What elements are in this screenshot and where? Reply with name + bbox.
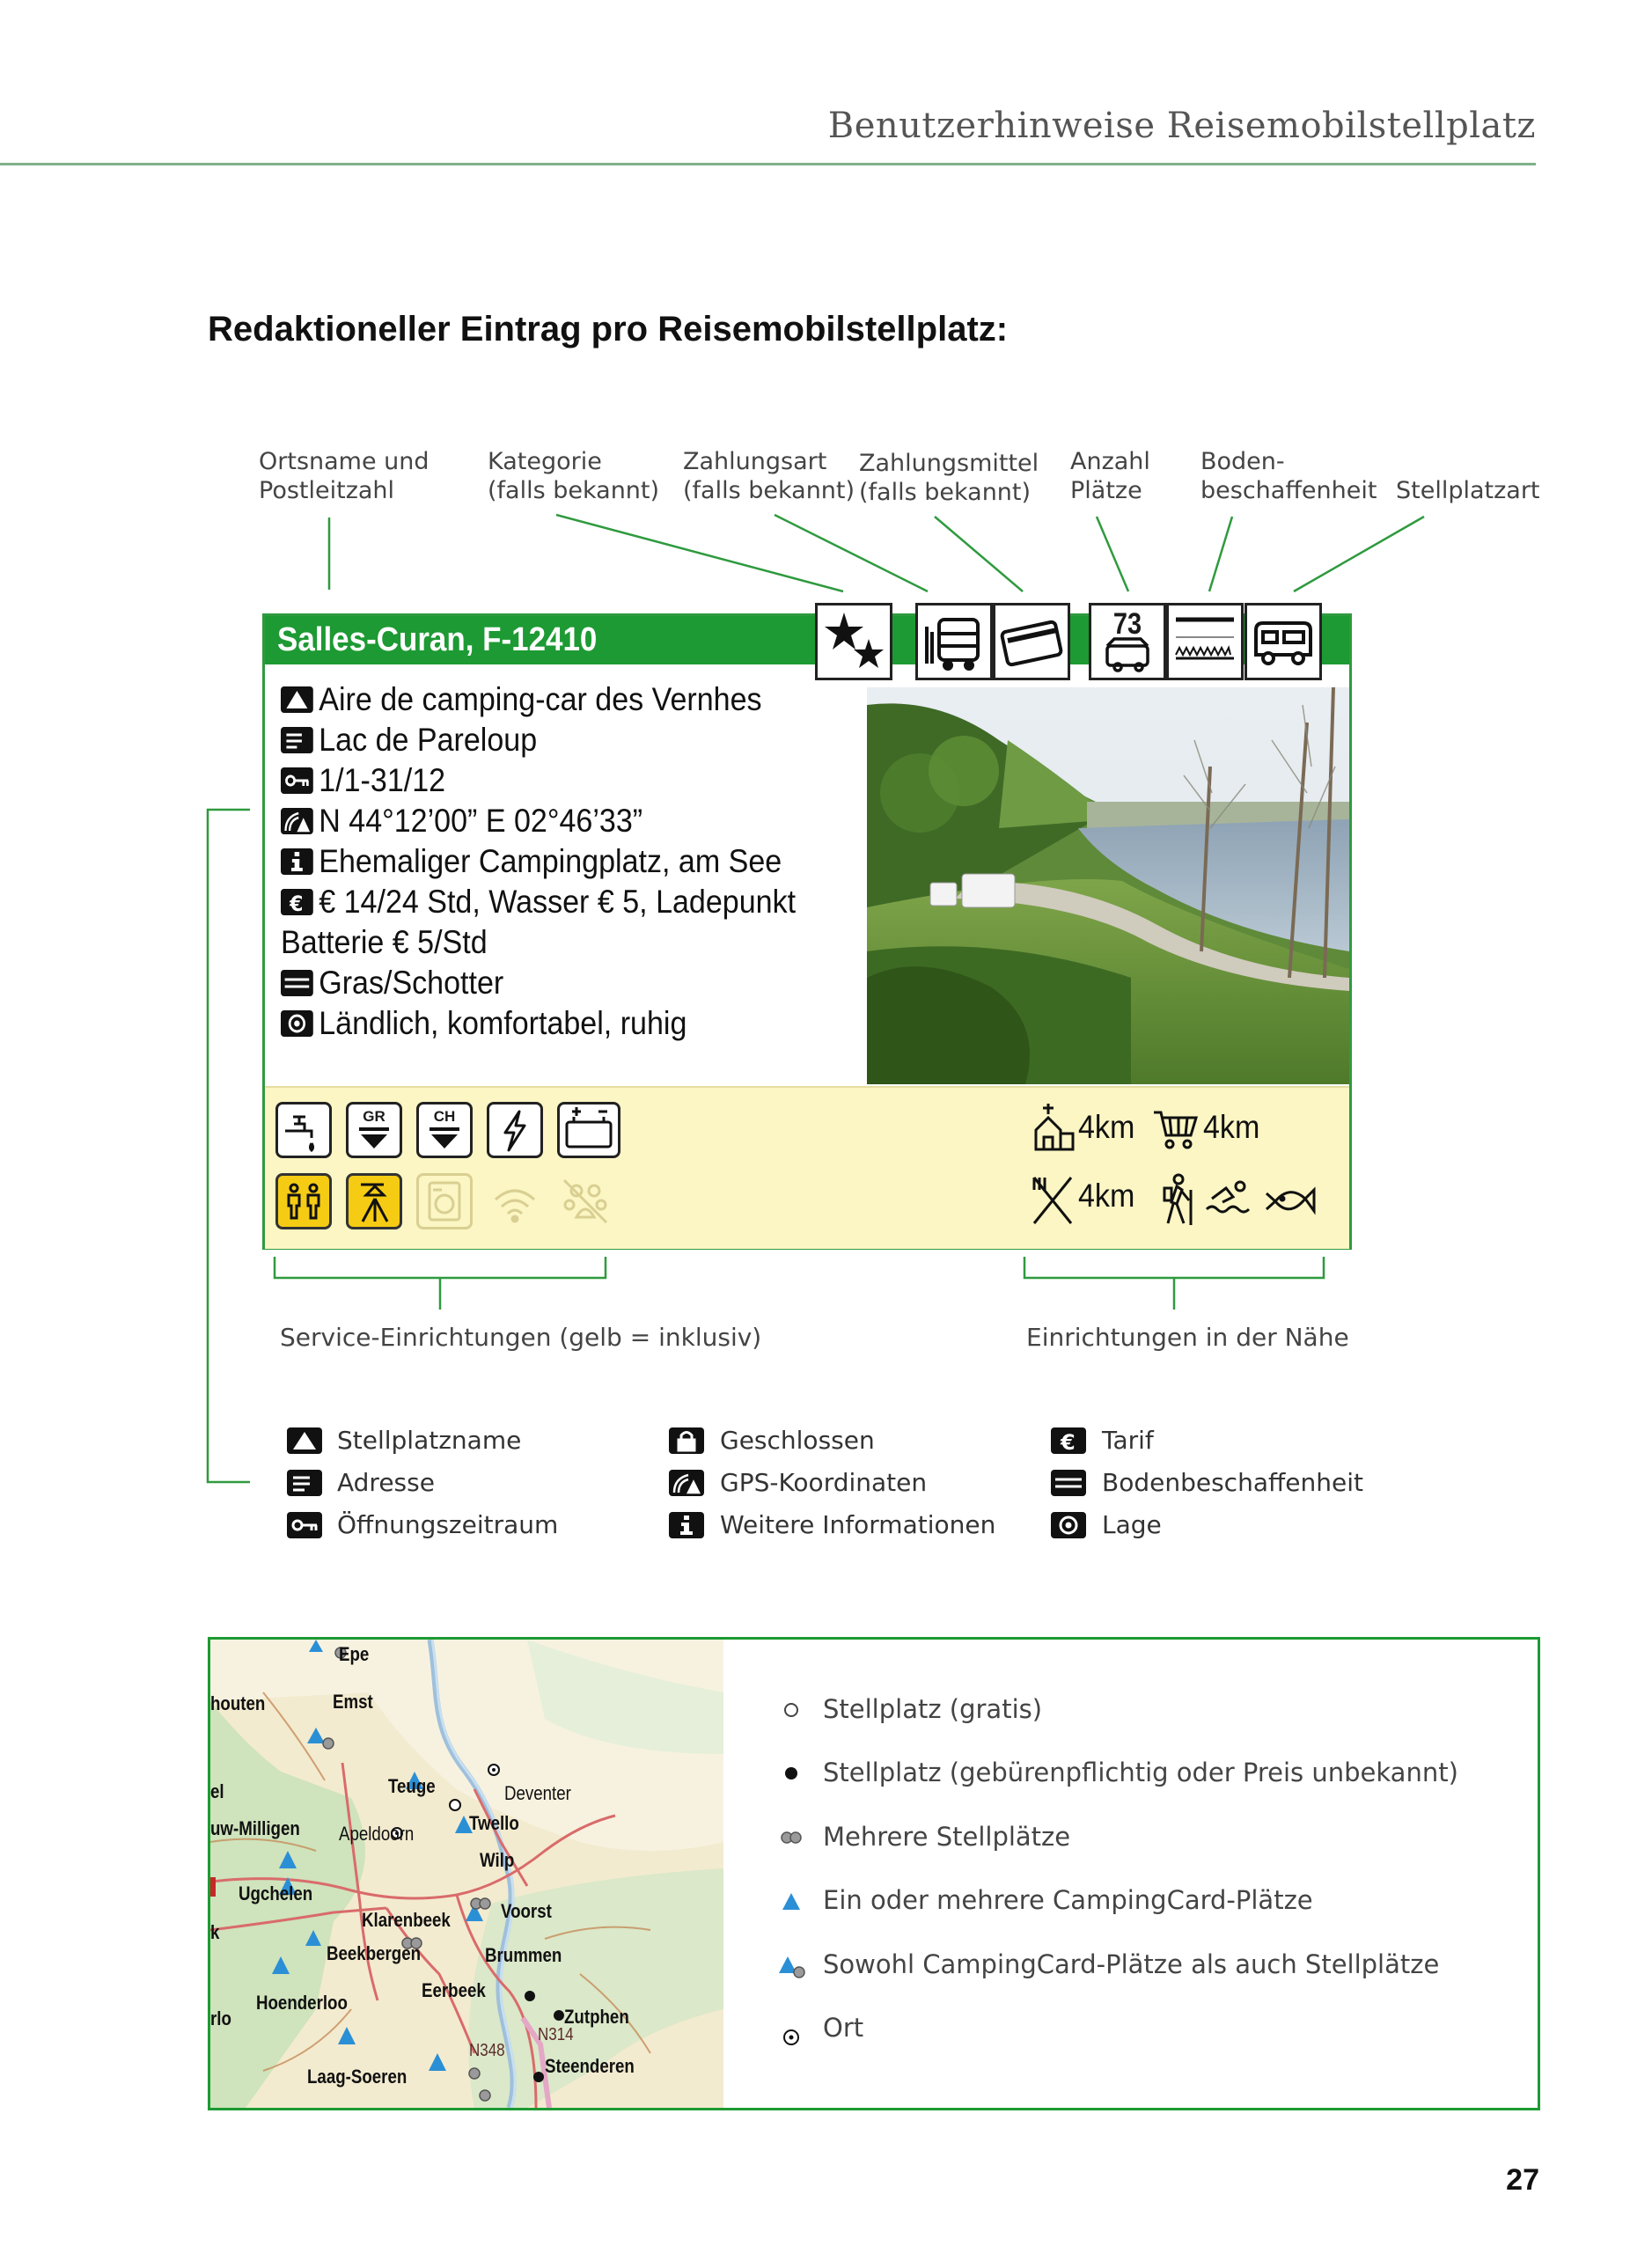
stars-icon xyxy=(815,603,892,680)
info-line-name xyxy=(281,681,762,718)
chemical-toilet-label: CH xyxy=(433,1108,456,1125)
map-symbol-label: Sowohl CampingCard-Plätze als auch Stellplätze xyxy=(823,1949,1440,1979)
info-line-opening xyxy=(281,762,445,799)
info-line-text: € 14/24 Std, Wasser € 5, Ladepunkt xyxy=(319,884,797,920)
svg-text:€: € xyxy=(290,892,304,915)
running-header: Benutzerhinweise Reisemobilstellplatz xyxy=(827,106,1536,146)
legend-label: Geschlossen xyxy=(720,1426,875,1455)
triangle-icon xyxy=(287,1427,322,1454)
info-line-text: Lac de Pareloup xyxy=(319,722,538,758)
chemical-toilet-icon xyxy=(416,1102,473,1158)
church-icon xyxy=(1031,1100,1078,1153)
grey-water-icon xyxy=(346,1102,402,1158)
entry-card xyxy=(262,607,1352,1250)
shop-distance: 4km xyxy=(1203,1109,1260,1145)
hiking-icon xyxy=(1157,1172,1196,1229)
lock-icon xyxy=(669,1427,704,1454)
wifi-icon xyxy=(487,1173,543,1229)
map-label: Steenderen xyxy=(545,2055,635,2077)
filled-circle-icon xyxy=(785,1767,797,1780)
map-label: Wilp xyxy=(480,1849,515,1871)
map-road-label: N314 xyxy=(538,2025,574,2044)
info-line-info xyxy=(281,843,782,880)
map-label: k xyxy=(210,1921,220,1943)
map-symbols xyxy=(774,1701,809,2053)
triangle-icon xyxy=(281,686,313,713)
legend-label: GPS-Koordinaten xyxy=(720,1468,928,1497)
page-number: 27 xyxy=(1506,2163,1539,2197)
toilets-icon xyxy=(275,1173,332,1229)
shower-icon xyxy=(346,1173,402,1229)
info-line-tariff-cont: Batterie € 5/Std xyxy=(281,924,488,960)
restaurant-distance: 4km xyxy=(1078,1178,1135,1214)
map-symbol-label: Ort xyxy=(823,2013,864,2043)
map-label: Eerbeek xyxy=(422,1979,486,2001)
gps-icon xyxy=(281,808,313,834)
svg-text:€: € xyxy=(1061,1430,1076,1454)
dot-circle-icon xyxy=(784,2030,798,2044)
swimming-icon xyxy=(1203,1176,1254,1223)
site-photo xyxy=(867,687,1349,1084)
annotation-zahlungsmittel: Zahlungsmittel (falls bekannt) xyxy=(859,450,1039,506)
legend-label: Adresse xyxy=(337,1468,435,1497)
annotation-ortsname: Ortsname und Postleitzahl xyxy=(259,448,430,504)
map-label: rlo xyxy=(210,2007,231,2029)
card-title: Salles-Curan, F-12410 xyxy=(277,621,598,658)
map-symbol-label: Mehrere Stellplätze xyxy=(823,1822,1071,1852)
triangle-circle-icon xyxy=(779,1956,804,1978)
euro-icon xyxy=(1051,1427,1086,1454)
places-count-icon xyxy=(1089,603,1166,680)
info-line-text: Gras/Schotter xyxy=(319,965,504,1001)
battery-icon xyxy=(557,1102,620,1158)
map-label: Brummen xyxy=(485,1944,562,1966)
annotation-stellplatzart: Stellplatzart xyxy=(1396,477,1540,504)
open-circle-icon xyxy=(785,1704,797,1716)
location-icon xyxy=(281,1010,313,1037)
double-circle-icon xyxy=(782,1832,801,1843)
info-line-address xyxy=(281,722,537,759)
map-label: Zutphen xyxy=(564,2006,629,2028)
info-line-tariff xyxy=(281,884,796,921)
service-caption: Service-Einrichtungen (gelb = inklusiv) xyxy=(280,1323,762,1352)
map-label: uw-Milligen xyxy=(210,1817,300,1839)
map-label: Voorst xyxy=(501,1900,552,1922)
annotation-anzahl: Anzahl Plätze xyxy=(1070,448,1150,504)
ground-type-icon xyxy=(1166,603,1244,680)
ground-icon xyxy=(1051,1470,1086,1496)
no-dogs-icon xyxy=(557,1173,613,1229)
water-tap-icon xyxy=(275,1102,332,1158)
legend-label: Öffnungszeitraum xyxy=(337,1510,559,1539)
map-symbol-label: Ein oder mehrere CampingCard-Plätze xyxy=(823,1885,1313,1915)
info-line-text: 1/1-31/12 xyxy=(319,762,446,798)
restaurant-icon xyxy=(1027,1172,1080,1229)
key-icon xyxy=(287,1512,322,1538)
map-label: Epe xyxy=(339,1643,370,1665)
blue-triangle-icon xyxy=(782,1893,800,1910)
map-excerpt xyxy=(210,1640,723,2108)
church-distance: 4km xyxy=(1078,1109,1135,1145)
map-label: Klarenbeek xyxy=(362,1909,451,1931)
motorhome-icon xyxy=(1245,603,1322,680)
info-line-text: Aire de camping-car des Vernhes xyxy=(319,681,762,717)
info-line-gps xyxy=(281,803,642,840)
info-icon xyxy=(669,1512,704,1538)
map-legend-box xyxy=(208,1637,1540,2110)
map-symbol-label: Stellplatz (gratis) xyxy=(823,1694,1043,1724)
info-line-ground xyxy=(281,965,503,1002)
legend-label: Weitere Informationen xyxy=(720,1510,996,1539)
grey-water-label: GR xyxy=(363,1108,385,1125)
location-icon xyxy=(1051,1512,1086,1538)
info-line-text: Ehemaliger Campingplatz, am See xyxy=(319,843,782,879)
info-line-text: N 44°12’00” E 02°46’33” xyxy=(319,803,643,839)
map-label: Teuge xyxy=(388,1775,436,1797)
washing-machine-icon xyxy=(416,1173,473,1229)
legend-label: Bodenbeschaffenheit xyxy=(1102,1468,1363,1497)
annotation-zahlungsart: Zahlungsart (falls bekannt) xyxy=(683,448,855,504)
places-count: 73 xyxy=(1112,607,1142,641)
map-label: Deventer xyxy=(504,1782,571,1804)
info-line-text: Ländlich, komfortabel, ruhig xyxy=(319,1005,687,1041)
annotation-boden: Boden- beschaffenheit xyxy=(1200,448,1377,504)
fishing-icon xyxy=(1263,1179,1318,1223)
map-label: houten xyxy=(210,1692,266,1714)
map-label: el xyxy=(210,1780,224,1802)
service-panel xyxy=(265,1086,1349,1249)
section-title: Redaktioneller Eintrag pro Reisemobilstellplatz: xyxy=(208,310,1009,349)
ground-icon xyxy=(281,970,313,996)
shopping-cart-icon xyxy=(1152,1100,1200,1153)
legend-label: Lage xyxy=(1102,1510,1162,1539)
map-road-label: N348 xyxy=(469,2041,505,2060)
info-line-location xyxy=(281,1005,686,1042)
map-symbol-label: Stellplatz (gebürenpflichtig oder Preis unbekannt) xyxy=(823,1758,1458,1787)
service-station-icon xyxy=(915,603,993,680)
key-icon xyxy=(281,767,313,794)
map-label: Apeldoorn xyxy=(339,1823,415,1845)
map-label: Emst xyxy=(333,1691,373,1713)
map-label: Hoenderloo xyxy=(256,1992,348,2014)
euro-icon xyxy=(281,889,313,915)
electricity-icon xyxy=(487,1102,543,1158)
map-label: Beekbergen xyxy=(327,1942,422,1964)
map-label: Ugchelen xyxy=(239,1882,313,1904)
address-icon xyxy=(287,1470,322,1496)
legend-label: Tarif xyxy=(1102,1426,1154,1455)
gps-icon xyxy=(669,1470,704,1496)
map-label: Laag-Soeren xyxy=(307,2066,407,2088)
info-icon xyxy=(281,848,313,875)
address-icon xyxy=(281,727,313,753)
annotation-kategorie: Kategorie (falls bekannt) xyxy=(488,448,660,504)
legend-label: Stellplatzname xyxy=(337,1426,522,1455)
card-payment-icon xyxy=(993,603,1070,680)
nearby-caption: Einrichtungen in der Nähe xyxy=(1026,1323,1349,1352)
map-label: Twello xyxy=(469,1812,519,1834)
